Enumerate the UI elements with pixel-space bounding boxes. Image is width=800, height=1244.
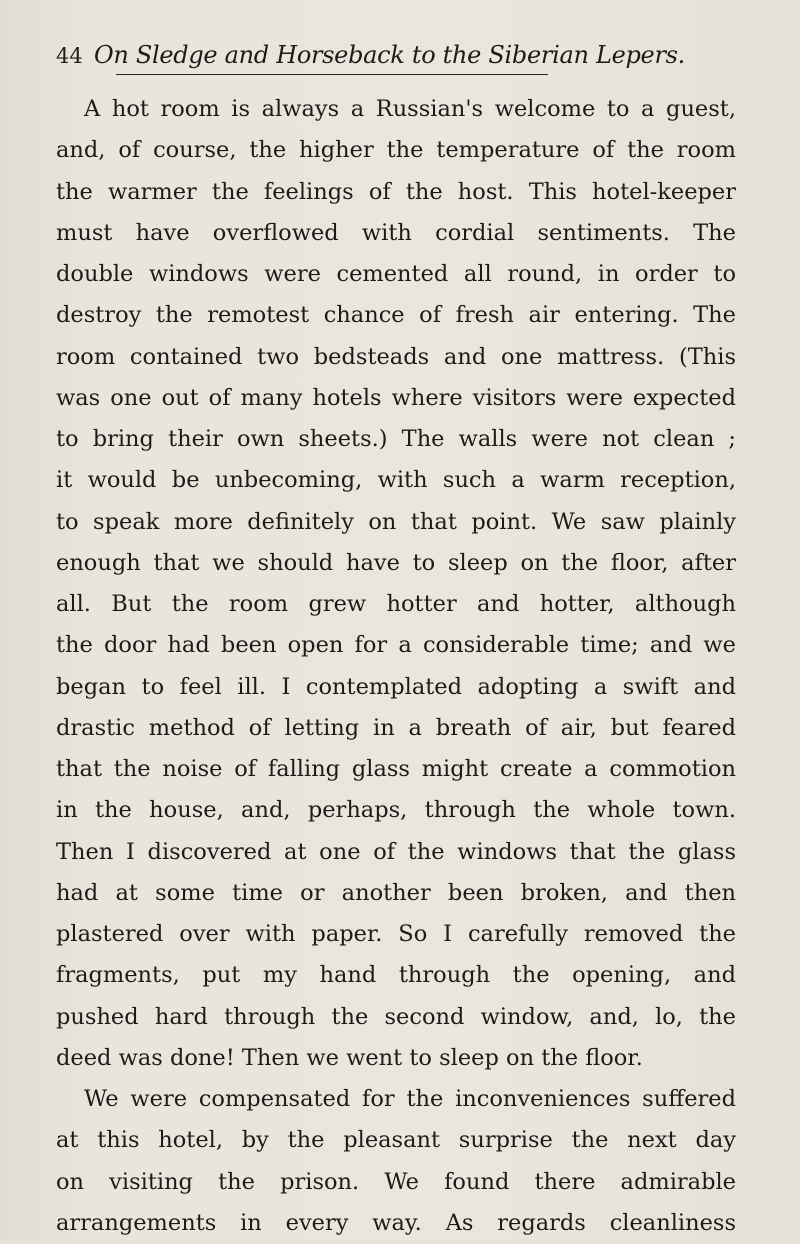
text-line: to bring their own sheets.) The walls were not clean ; (56, 426, 736, 452)
text-line: at this hotel, by the pleasant surprise the next day (56, 1127, 736, 1154)
text-line: drastic method of letting in a breath of air, but feared (56, 714, 736, 741)
text-line: in the house, and, perhaps, through the whole town. (56, 797, 736, 824)
text-line: and, of course, the higher the temperature of the room (56, 137, 736, 164)
text-line: the door had been open for a considerable time; and we (56, 632, 736, 659)
text-line: enough that we should have to sleep on the floor, after (56, 549, 736, 576)
text-line: destroy the remotest chance of fresh air entering. The (56, 302, 736, 329)
text-line: We were compensated for the inconveniences suffered (84, 1086, 736, 1112)
text-line: Then I discovered at one of the windows that the glass (56, 838, 736, 865)
text-line: plastered over with paper. So I carefully removed the (56, 921, 736, 947)
text-line: it would be unbecoming, with such a warm reception, (56, 467, 736, 494)
page-number: 44 (56, 44, 83, 68)
text-line: room contained two bedsteads and one mattress. (This (56, 343, 736, 370)
text-line: deed was done! Then we went to sleep on the floor. (56, 1044, 643, 1071)
text-line: on visiting the prison. We found there admirable (56, 1168, 736, 1195)
text-line: the warmer the feelings of the host. This hotel-keeper (56, 178, 736, 205)
text-line: double windows were cemented all round, in order to (56, 261, 736, 287)
text-line: to speak more definitely on that point. We saw plainly (56, 508, 736, 535)
body-text (56, 89, 736, 1244)
text-line: all. But the room grew hotter and hotter, although (56, 591, 736, 617)
page-header (56, 38, 736, 78)
text-line: was one out of many hotels where visitors were expected (56, 384, 736, 411)
text-line: that the noise of falling glass might create a commotion (56, 756, 736, 782)
text-line: began to feel ill. I contemplated adopting a swift and (56, 673, 736, 700)
header-rule (116, 74, 548, 75)
text-line: must have overflowed with cordial sentiments. The (56, 219, 736, 246)
running-title: On Sledge and Horseback to the Siberian Lepers. (94, 41, 685, 69)
text-line: pushed hard through the second window, and, lo, the (56, 1003, 736, 1030)
text-line: had at some time or another been broken, and then (56, 879, 736, 906)
text-line: arrangements in every way. As regards cleanliness (56, 1209, 736, 1236)
text-line: fragments, put my hand through the opening, and (56, 962, 736, 989)
text-line: A hot room is always a Russian's welcome to a guest, (84, 96, 736, 122)
